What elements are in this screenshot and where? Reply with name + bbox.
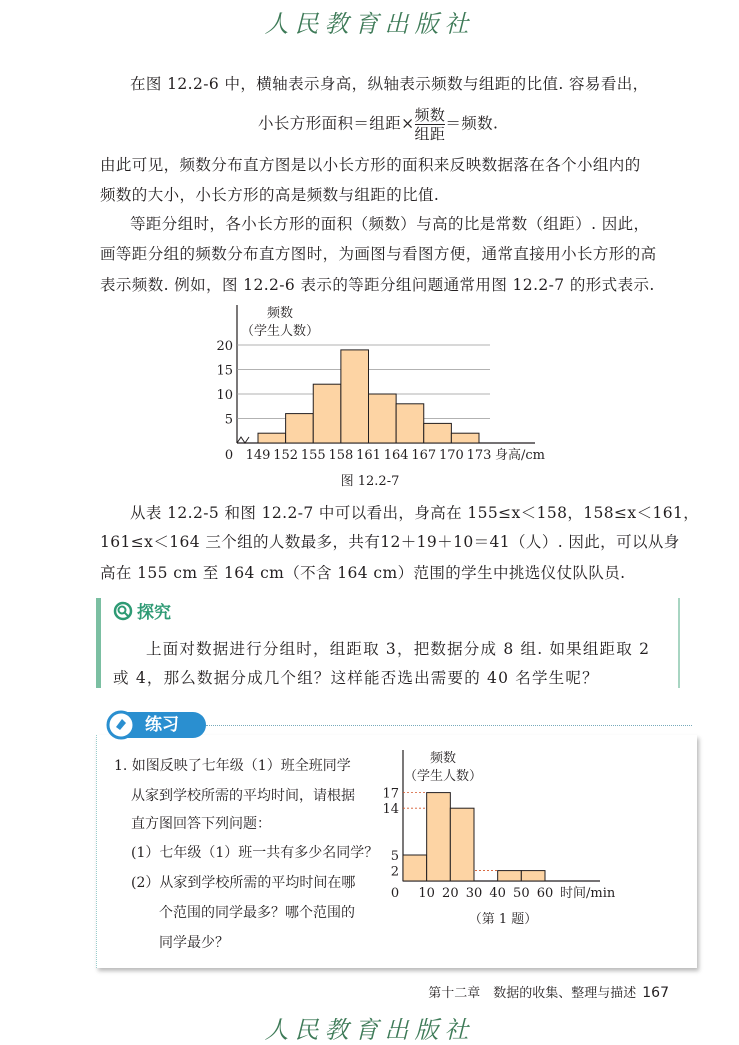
publisher-logo: 人民教育出版社 [264, 10, 475, 38]
histogram-bar [313, 384, 341, 443]
y-axis-label: 频数 [429, 751, 457, 766]
figure-caption: （第 1 题） [468, 912, 538, 927]
paragraph-3-line: 等距分组时，各小长方形的面积（频数）与高的比是常数（组距）. 因此， [130, 215, 650, 233]
fraction-numerator: 频数 [414, 106, 446, 124]
x-tick-label: 40 [489, 886, 506, 901]
x-tick-label: 152 [273, 448, 299, 463]
paragraph-2-line: 由此可见，频数分布直方图是以小长方形的面积来反映数据落在各个小组内的 [100, 156, 641, 174]
question-line: 个范围的同学最多？哪个范围的 [159, 905, 355, 921]
histogram-bar [424, 423, 452, 443]
magnifier-icon [113, 601, 133, 621]
y-tick-label: 20 [216, 339, 233, 354]
y-axis-label: （学生人数） [403, 769, 483, 784]
y-axis-label: （学生人数） [240, 324, 320, 339]
histogram-bar [451, 433, 479, 443]
histogram-bar [521, 871, 545, 881]
histogram-bar [286, 414, 314, 443]
paragraph-3-line: 画等距分组的频数分布直方图时，为画图与看图方便，通常直接用小长方形的高 [100, 245, 657, 263]
question-line: 1. 如图反映了七年级（1）班全班同学 [114, 758, 351, 774]
explore-box [96, 598, 680, 688]
origin-label: 0 [224, 448, 234, 463]
pencil-icon [106, 710, 136, 740]
question-line: 从家到学校所需的平均时间，请根据 [131, 788, 355, 804]
histogram-bar [450, 808, 474, 881]
paragraph-1: 在图 12.2-6 中，横轴表示身高，纵轴表示频数与组距的比值. 容易看出， [130, 75, 649, 93]
formula [258, 106, 498, 143]
question-line: (1）七年级（1）班一共有多少名同学？ [131, 845, 379, 861]
origin-label: 0 [390, 886, 400, 901]
x-tick-label: 10 [418, 886, 435, 901]
chapter-title: 第十二章 数据的收集、整理与描述 [428, 986, 637, 1001]
histogram-bar [403, 855, 427, 881]
y-tick-label: 5 [224, 412, 233, 428]
x-tick-label: 170 [438, 448, 464, 463]
histogram-time [378, 745, 678, 935]
question-line: 直方图回答下列问题： [131, 816, 271, 832]
divider [206, 725, 692, 726]
page-number: 167 [642, 985, 669, 1001]
paragraph-4-line: 161≤x＜164 三个组的人数最多，共有12＋19＋10＝41（人）. 因此，可以从身 [100, 533, 680, 551]
practice-title: 练习 [145, 715, 179, 735]
histogram-bar [498, 871, 522, 881]
explore-line: 或 4，那么数据分成几个组？这样能否选出需要的 40 名学生呢？ [113, 669, 599, 687]
practice-tab [108, 712, 206, 738]
y-tick-label: 5 [390, 849, 399, 864]
histogram-bar [369, 394, 397, 443]
fraction-denominator: 组距 [414, 125, 446, 143]
histogram-bar [396, 404, 424, 443]
formula-left: 小长方形面积＝组距× [258, 114, 415, 133]
question-line: (2）从家到学校所需的平均时间在哪 [131, 875, 356, 891]
x-tick-label: 155 [300, 448, 326, 463]
histogram-bar [341, 350, 369, 443]
y-tick-label: 2 [390, 864, 399, 880]
x-axis-label: 身高/cm [495, 448, 545, 463]
fraction [415, 106, 446, 143]
y-tick-label: 17 [382, 786, 399, 802]
x-tick-label: 30 [465, 886, 483, 901]
y-axis-label: 频数 [266, 306, 294, 321]
page-footer [428, 982, 669, 1001]
paragraph-4-line: 高在 155 cm 至 164 cm（不含 164 cm）范围的学生中挑选仪仗队队员. [100, 564, 626, 582]
x-tick-label: 50 [513, 886, 530, 901]
paragraph-3-line: 表示频数. 例如，图 12.2-6 表示的等距分组问题通常用图 12.2-7 的形式表示. [100, 276, 655, 294]
x-tick-label: 161 [356, 448, 381, 463]
histogram-bar [258, 433, 286, 443]
x-tick-label: 167 [411, 448, 437, 463]
explore-title-text: 探究 [137, 603, 171, 623]
paragraph-4-line: 从表 12.2-5 和图 12.2-7 中可以看出，身高在 155≤x＜158，158≤x＜161， [130, 504, 700, 522]
x-tick-label: 60 [536, 886, 554, 901]
figure-caption: 图 12.2-7 [340, 474, 400, 489]
explore-title [113, 598, 171, 623]
publisher-logo-bottom: 人民教育出版社 [264, 1016, 475, 1044]
y-tick-label: 10 [216, 388, 233, 403]
explore-line: 上面对数据进行分组时，组距取 3，把数据分成 8 组. 如果组距取 2 [146, 640, 651, 658]
x-tick-label: 173 [466, 448, 492, 463]
histogram-height [210, 300, 570, 490]
formula-right: ＝频数. [445, 114, 499, 133]
x-tick-label: 20 [442, 886, 459, 901]
x-axis-label: 时间/min [560, 886, 616, 901]
question-line: 同学最少？ [159, 935, 229, 951]
y-tick-label: 15 [216, 363, 233, 379]
histogram-bar [427, 793, 451, 881]
x-tick-label: 164 [383, 448, 409, 463]
y-tick-label: 14 [382, 802, 399, 818]
x-tick-label: 158 [328, 448, 354, 463]
axis-break [237, 437, 249, 443]
x-tick-label: 149 [245, 448, 271, 463]
paragraph-2-line: 频数的大小，小长方形的高是频数与组距的比值. [100, 186, 440, 204]
